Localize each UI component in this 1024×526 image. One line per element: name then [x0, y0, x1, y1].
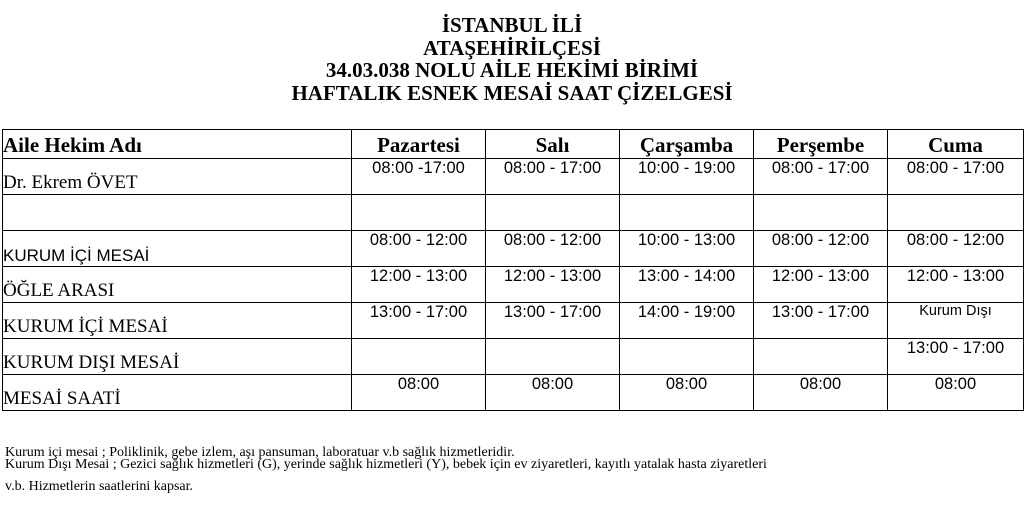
note-institution-hours: Kurum içi mesai ; Poliklinik, gebe izlem, aşı pansuman, laboratuar v.b sağlık hizmetleridir.: [5, 445, 515, 460]
column-header-friday: Cuma: [888, 130, 1024, 159]
table-cell: 13:00 - 17:00: [888, 339, 1024, 375]
table-cell: 08:00 - 12:00: [352, 231, 486, 267]
table-cell: [754, 195, 888, 231]
column-header-tuesday: Salı: [486, 130, 620, 159]
header-title: HAFTALIK ESNEK MESAİ SAAT ÇİZELGESİ: [291, 80, 733, 105]
table-cell: 12:00 - 13:00: [352, 267, 486, 303]
table-cell: 08:00: [888, 375, 1024, 411]
table-row: [3, 339, 1024, 375]
table-cell: 08:00 -17:00: [352, 159, 486, 195]
table-cell: [620, 339, 754, 375]
header-district: ATAŞEHİRİLÇESİ: [423, 35, 601, 60]
row-label-institution-hours: KURUM İÇİ MESAİ: [3, 231, 352, 267]
schedule-table: [2, 129, 1024, 411]
table-row: [3, 303, 1024, 339]
document-header: [0, 14, 1024, 104]
table-row: [3, 231, 1024, 267]
table-cell: Kurum Dışı: [888, 303, 1024, 339]
table-cell: 13:00 - 17:00: [754, 303, 888, 339]
table-cell: [486, 339, 620, 375]
row-label-doctor: Dr. Ekrem ÖVET: [3, 159, 352, 195]
table-cell: [486, 195, 620, 231]
table-cell: 10:00 - 13:00: [620, 231, 754, 267]
table-cell: [888, 195, 1024, 231]
column-header-monday: Pazartesi: [352, 130, 486, 159]
table-cell: 08:00 - 17:00: [888, 159, 1024, 195]
table-cell: 08:00: [352, 375, 486, 411]
column-header-name: Aile Hekim Adı: [3, 130, 352, 159]
table-header-row: [3, 130, 1024, 159]
table-cell: 08:00 - 12:00: [888, 231, 1024, 267]
table-cell: 08:00 - 12:00: [486, 231, 620, 267]
table-cell: 13:00 - 17:00: [352, 303, 486, 339]
table-row: [3, 375, 1024, 411]
row-label-institution-hours-afternoon: KURUM İÇİ MESAİ: [3, 303, 352, 339]
note-outside-hours-continued: v.b. Hizmetlerin saatlerini kapsar.: [5, 479, 194, 494]
row-label-empty: [3, 195, 352, 231]
table-cell: [352, 195, 486, 231]
column-header-thursday: Perşembe: [754, 130, 888, 159]
row-label-work-hours: MESAİ SAATİ: [3, 375, 352, 411]
row-label-outside-hours: KURUM DIŞI MESAİ: [3, 339, 352, 375]
header-unit: 34.03.038 NOLU AİLE HEKİMİ BİRİMİ: [325, 58, 699, 82]
table-cell: 08:00: [486, 375, 620, 411]
table-cell: [352, 339, 486, 375]
table-cell: 08:00 - 12:00: [754, 231, 888, 267]
table-cell: [620, 195, 754, 231]
table-cell: 12:00 - 13:00: [888, 267, 1024, 303]
column-header-wednesday: Çarşamba: [620, 130, 754, 159]
table-cell: 13:00 - 14:00: [620, 267, 754, 303]
table-cell: 10:00 - 19:00: [620, 159, 754, 195]
table-cell: 12:00 - 13:00: [754, 267, 888, 303]
table-cell: 08:00 - 17:00: [486, 159, 620, 195]
table-cell: 08:00 - 17:00: [754, 159, 888, 195]
table-cell: 08:00: [754, 375, 888, 411]
header-province: İSTANBUL İLİ: [441, 13, 583, 37]
table-cell: 13:00 - 17:00: [486, 303, 620, 339]
table-cell: 12:00 - 13:00: [486, 267, 620, 303]
table-row: [3, 195, 1024, 231]
table-row: [3, 159, 1024, 195]
table-cell: 08:00: [620, 375, 754, 411]
footnotes: [5, 444, 1020, 498]
table-row: [3, 267, 1024, 303]
note-outside-hours: Kurum Dışı Mesai ; Gezici sağlık hizmetleri (G), yerinde sağlık hizmetleri (Y), bebek için ev ziyaretleri, kayıtlı yatalak hasta ziyaretleri: [5, 457, 767, 472]
table-cell: 14:00 - 19:00: [620, 303, 754, 339]
table-cell: [754, 339, 888, 375]
row-label-lunch-break: ÖĞLE ARASI: [3, 267, 352, 303]
